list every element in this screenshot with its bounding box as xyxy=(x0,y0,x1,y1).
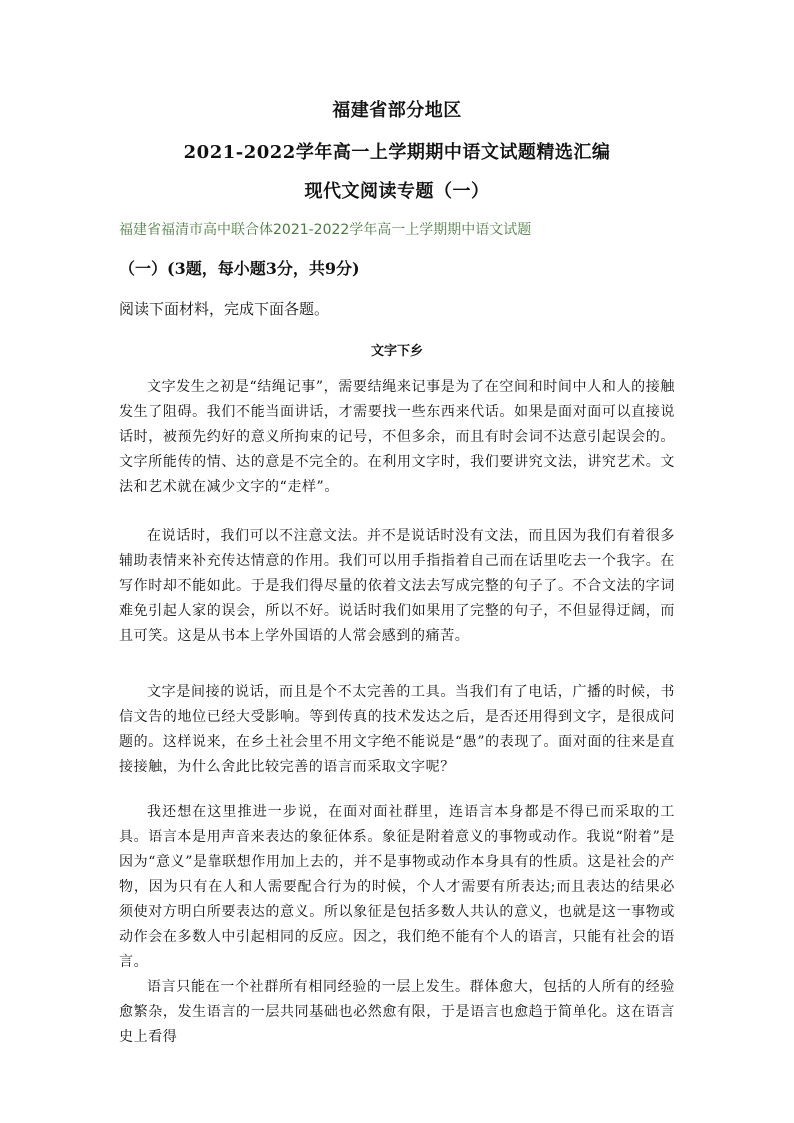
exam-source-link[interactable]: 福建省福清市高中联合体2021-2022学年高一上学期期中语文试题 xyxy=(119,222,532,238)
article-title: 文字下乡 xyxy=(370,344,423,359)
article-paragraph: 语言只能在一个社群所有相同经验的一层上发生。群体愈大，包括的人所有的经验愈繁杂，发生语言的一层共同基础也必然愈有限，于是语言也愈趋于简单化。这在语言史上看得 xyxy=(119,979,675,1045)
document-subtitle: 2021-2022学年高一上学期期中语文试题精选汇编 xyxy=(183,142,611,163)
article-paragraph: 文字是间接的说话，而且是个不太完善的工具。当我们有了电话，广播的时候，书信文告的地位已经大受影响。等到传真的技术发达之后，是否还用得到文字，是很成问题的。这样说来，在乡土社会里不用文字绝不能说是“愚”的表现了。面对面的往来是直接接触，为什么舍此比较完善的语言而采取文字呢？ xyxy=(119,684,675,775)
document-title: 福建省部分地区 xyxy=(332,100,462,121)
article-paragraph: 在说话时，我们可以不注意文法。并不是说话时没有文法，而且因为我们有着很多辅助表情来补充传达情意的作用。我们可以用手指指着自己而在话里吃去一个我字。在写作时却不能如此。于是我们得尽量的依着文法去写成完整的句子了。不合文法的字词难免引起人家的误会，所以不好。说话时我们如果用了完整的句子，不但显得迂阔，而且可笑。这是从书本上学外国语的人常会感到的痛苦。 xyxy=(119,528,675,644)
article-paragraph: 我还想在这里推进一步说，在面对面社群里，连语言本身都是不得已而采取的工具。语言本是用声音来表达的象征体系。象征是附着意义的事物或动作。我说“附着”是因为“意义”是靠联想作用加上去的，并不是事物或动作本身具有的性质。这是社会的产物，因为只有在人和人需要配合行为的时候，个人才需要有所表达;而且表达的结果必须使对方明白所要表达的意义。所以象征是包括多数人共认的意义，也就是这一事物或动作会在多数人中引起相同的反应。因之，我们绝不能有个人的语言，只能有社会的语言。 xyxy=(119,804,675,970)
section-heading: （一）(3题，每小题3分，共9分) xyxy=(119,259,360,278)
document-topic: 现代文阅读专题（一） xyxy=(304,181,490,202)
article-paragraph: 文字发生之初是“结绳记事”，需要结绳来记事是为了在空间和时间中人和人的接触发生了阻碍。我们不能当面讲话，才需要找一些东西来代话。如果是面对面可以直接说话时，被预先约好的意义所拘束的记号，不但多余，而且有时会词不达意引起误会的。文字所能传的情、达的意是不完全的。在利用文字时，我们要讲究文法，讲究艺术。文法和艺术就在减少文字的“走样”。 xyxy=(119,379,675,495)
reading-instruction: 阅读下面材料，完成下面各题。 xyxy=(119,300,330,318)
